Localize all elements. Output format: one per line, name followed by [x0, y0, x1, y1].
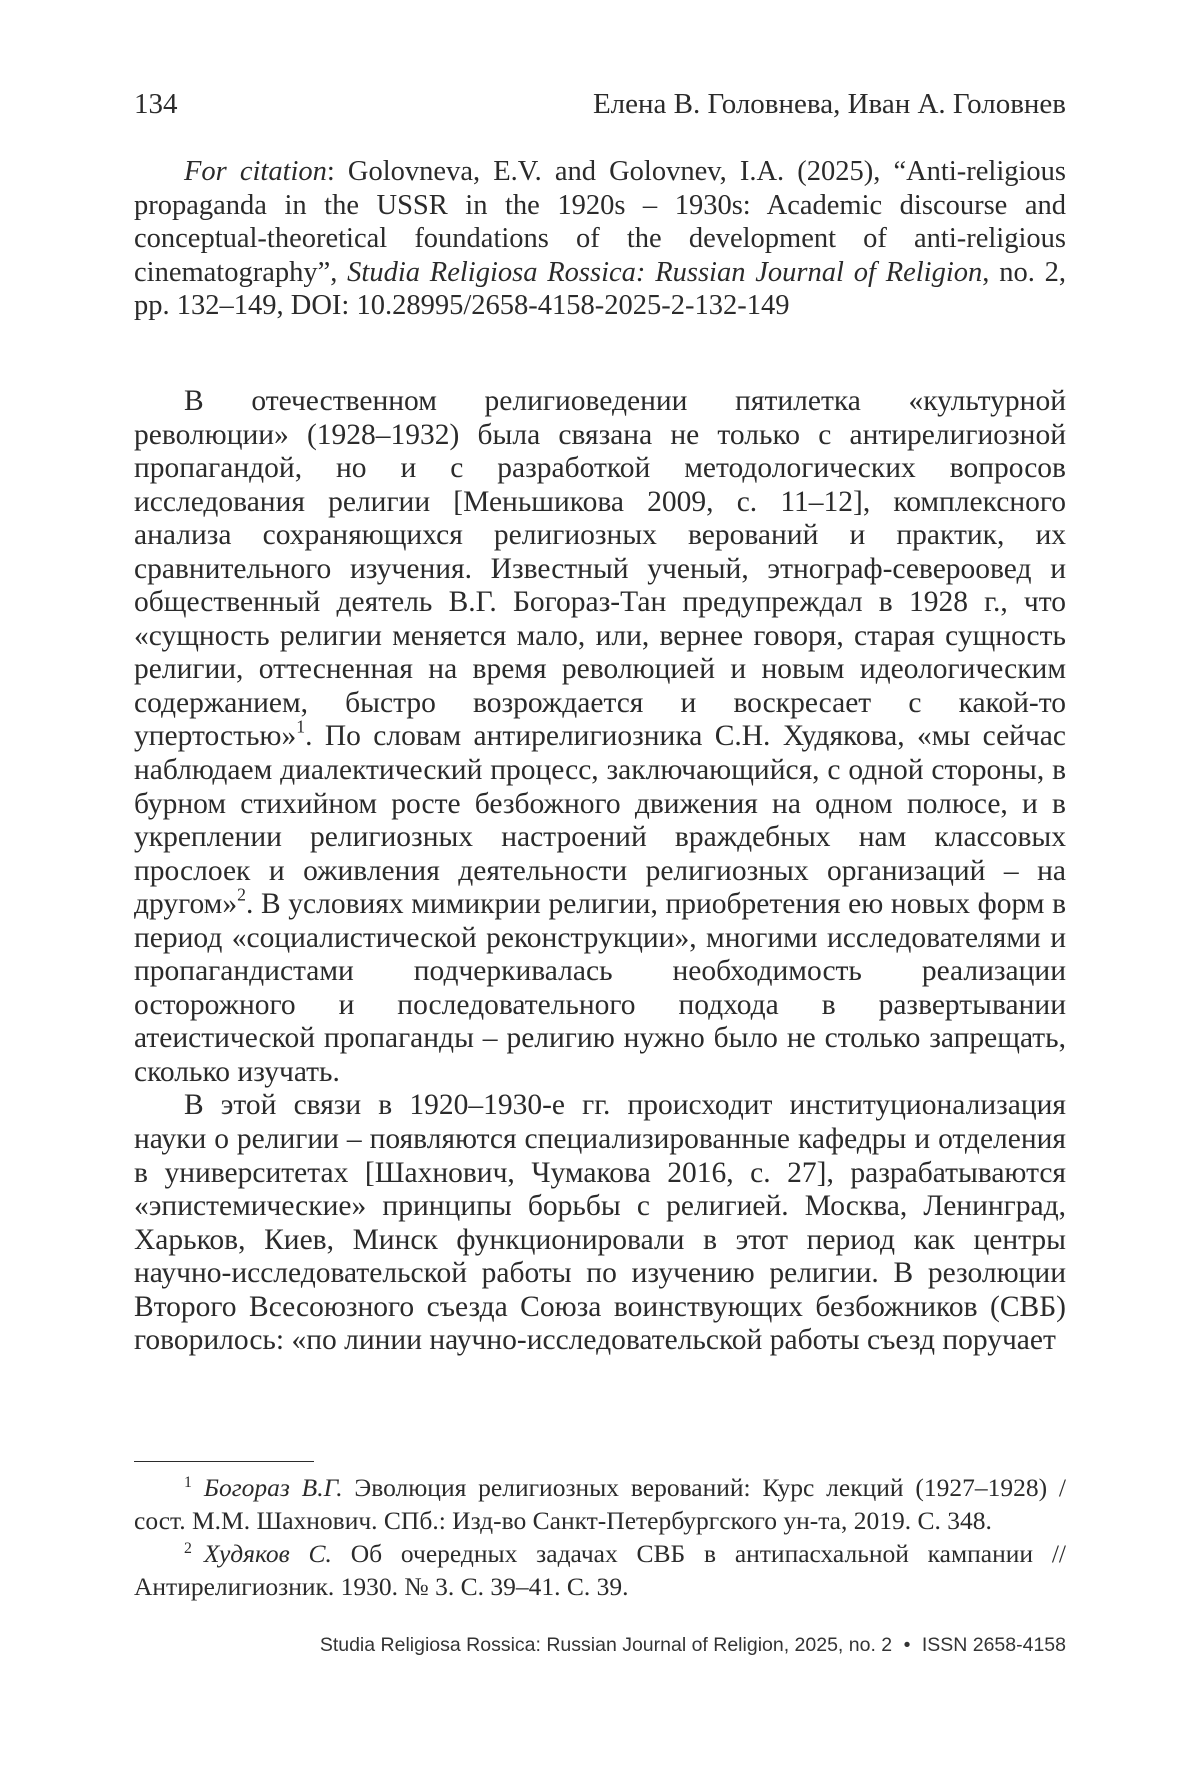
footnote-2-author: Худяков С.	[203, 1539, 332, 1568]
citation-paragraph	[134, 155, 1066, 323]
footnote-1-author: Богораз В.Г.	[203, 1473, 343, 1502]
body-paragraph-2: В этой связи в 1920–1930-е гг. происходит институционализация науки о религии – появляются специализированные кафедры и отделения в университетах [Шахнович, Чумакова 2016, с. 27], разрабатываются «эпистемические» принципы борьбы с религией. Москва, Ленинград, Харьков, Киев, Минск функционировали в этот период как центры научно-исследовательской работы по изучению религии. В резолюции Второго Всесоюзного съезда Союза воинствующих безбожников (СВБ) говорилось: «по линии научно-исследовательской работы съезд поручает	[134, 1089, 1066, 1357]
article-body	[134, 385, 1066, 1358]
footnote-1	[134, 1471, 1066, 1537]
citation-label: For citation	[184, 156, 327, 187]
running-head	[134, 84, 1066, 124]
citation-block	[134, 155, 1066, 323]
citation-text-part-2: , no. 2, pp. 132–149, DOI: 10.28995/2658-4158-2025-2-132-149	[134, 256, 1066, 321]
page-footer	[320, 1634, 1066, 1657]
footnote-2-number: 2	[184, 1540, 192, 1558]
body-paragraph-1-part-b: . По словам антирелигиозника С.Н. Худякова, «мы сейчас наблюдаем диалектический процесс, заключающийся, с одной стороны, в бурном стихийном росте безбожного движения на одном полюсе, и в укреплении религиозных настроений враждебных нам классовых прослоек и оживления деятельности религиозных организаций – на другом»	[134, 720, 1066, 921]
footer-separator: •	[903, 1634, 911, 1656]
running-head-authors: Елена В. Головнева, Иван А. Головнев	[592, 88, 1066, 120]
footnote-ref-1[interactable]: 1	[296, 717, 306, 738]
page-number: 134	[134, 88, 178, 120]
footnote-divider	[134, 1461, 314, 1462]
body-paragraph-1-part-c: . В условиях мимикрии религии, приобретения ею новых форм в период «социалистической реконструкции», многими исследователями и пропагандистами подчеркивалась необходимость реализации осторожного и последовательного подхода в развертывании атеистической пропаганды – религию нужно было не столько запрещать, сколько изучать.	[134, 888, 1066, 1088]
footnote-1-text: Эволюция религиозных верований: Курс лекций (1927–1928) / сост. М.М. Шахнович. СПб.: Изд-во Санкт-Петербургского ун-та, 2019. С. 348.	[134, 1473, 1066, 1535]
body-paragraph-1	[134, 385, 1066, 1089]
footnote-ref-2[interactable]: 2	[237, 884, 246, 905]
footnotes	[134, 1471, 1066, 1603]
footer-journal: Studia Religiosa Rossica: Russian Journal of Religion, 2025, no. 2	[319, 1634, 893, 1656]
footnote-2	[134, 1537, 1066, 1603]
citation-text-part-1: : Golovneva, E.V. and Golovnev, I.A. (2025), “Anti-religious propaganda in the USSR in the 1920s – 1930s: Academic discourse and conceptual-theoretical foundations of the development of anti-religious cinematography”,	[134, 156, 1066, 288]
footnote-2-text: Об очередных задачах СВБ в антипасхальной кампании // Антирелигиозник. 1930. № 3. С. 39–41. С. 39.	[134, 1539, 1066, 1601]
footer-issn: ISSN 2658-4158	[921, 1634, 1066, 1656]
body-paragraph-1-part-a: В отечественном религиоведении пятилетка «культурной революции» (1928–1932) была связана не только с антирелигиозной пропагандой, но и с разработкой методологических вопросов исследования религии [Меньшикова 2009, с. 11–12], комплексного анализа сохраняющихся религиозных верований и практик, их сравнительного изучения. Известный ученый, этнограф-североовед и общественный деятель В.Г. Богораз-Тан предупреждал в 1928 г., что «сущность религии меняется мало, или, вернее говоря, старая сущность религии, оттесненная на время революцией и новым идеологическим содержанием, быстро возрождается и воскресает с какой-то упертостью»	[134, 385, 1066, 753]
citation-journal: Studia Religiosa Rossica: Russian Journal of Religion	[347, 256, 983, 288]
footnote-1-number: 1	[184, 1474, 192, 1492]
